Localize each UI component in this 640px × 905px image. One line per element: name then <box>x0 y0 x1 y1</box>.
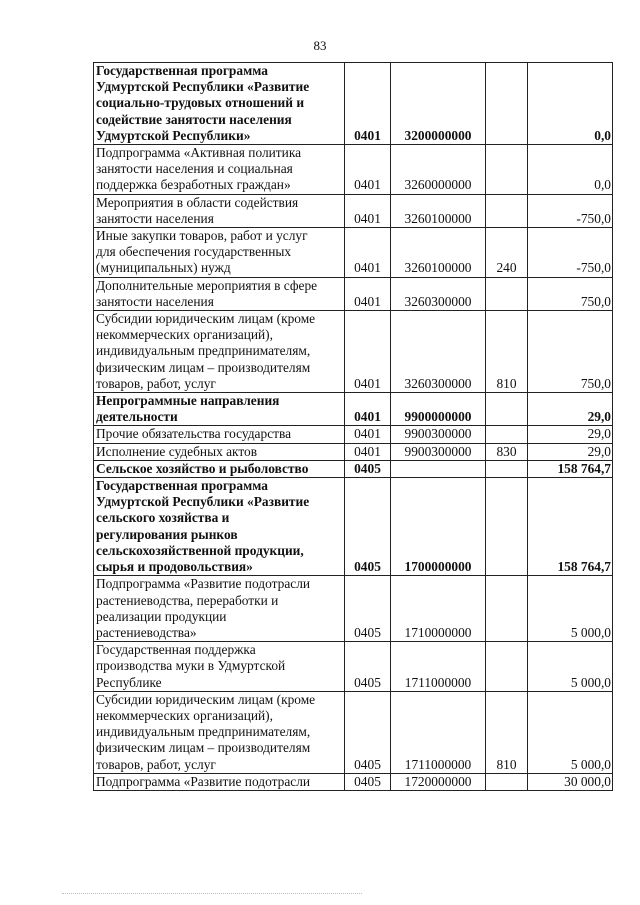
table-row <box>94 691 613 773</box>
row-name-line: Мероприятия в области содействия <box>96 194 299 210</box>
amount-cell: -750,0 <box>528 194 613 227</box>
row-name-cell <box>94 691 345 773</box>
row-name-line: Республике <box>96 674 162 690</box>
amount-cell: 750,0 <box>528 277 613 310</box>
table-row <box>94 194 613 227</box>
amount-cell: 750,0 <box>528 311 613 393</box>
table-row <box>94 478 613 576</box>
row-name-line: сельскохозяйственной продукции, <box>96 542 304 558</box>
row-name-cell <box>94 393 345 426</box>
row-name-line: сельского хозяйства и <box>96 510 230 526</box>
table-row <box>94 311 613 393</box>
table-row <box>94 576 613 642</box>
target-article-cell: 3260300000 <box>391 311 486 393</box>
amount-cell: 5 000,0 <box>528 691 613 773</box>
expense-type-cell <box>486 145 528 195</box>
expense-type-cell <box>486 393 528 426</box>
target-article-cell: 3200000000 <box>391 63 486 145</box>
row-name-line: занятости населения <box>96 293 214 309</box>
row-name-line: Субсидии юридическим лицам (кроме <box>96 691 316 707</box>
row-name-line: Дополнительные мероприятия в сфере <box>96 277 318 293</box>
target-article-cell: 1700000000 <box>391 478 486 576</box>
row-name-line: Подпрограмма «Активная политика <box>96 145 302 161</box>
row-name-line: Прочие обязательства государства <box>96 426 292 442</box>
table-row <box>94 773 613 790</box>
expense-type-cell <box>486 460 528 477</box>
row-name-line: Удмуртской Республики» <box>96 127 251 143</box>
row-name-line: Иные закупки товаров, работ и услуг <box>96 228 308 244</box>
row-name-cell <box>94 194 345 227</box>
row-name-line: товаров, работ, услуг <box>96 756 216 772</box>
row-name-line: Субсидии юридическим лицам (кроме <box>96 311 316 327</box>
target-article-cell: 1711000000 <box>391 691 486 773</box>
target-article-cell: 1720000000 <box>391 773 486 790</box>
section-code-cell: 0401 <box>345 311 391 393</box>
row-name-line: Исполнение судебных актов <box>96 443 258 459</box>
row-name-line: (муниципальных) нужд <box>96 260 231 276</box>
row-name-line: поддержка безработных граждан» <box>96 177 291 193</box>
expense-type-cell: 810 <box>486 691 528 773</box>
row-name-line: занятости населения <box>96 210 214 226</box>
expense-type-cell <box>486 194 528 227</box>
section-code-cell: 0401 <box>345 443 391 460</box>
target-article-cell: 9900300000 <box>391 443 486 460</box>
expense-type-cell: 830 <box>486 443 528 460</box>
target-article-cell: 9900300000 <box>391 426 486 443</box>
row-name-cell <box>94 576 345 642</box>
section-code-cell: 0401 <box>345 426 391 443</box>
row-name-line: реализации продукции <box>96 608 227 624</box>
row-name-line: Подпрограмма «Развитие подотрасли <box>96 773 311 789</box>
expense-type-cell <box>486 277 528 310</box>
section-code-cell: 0401 <box>345 194 391 227</box>
row-name-line: некоммерческих организаций), <box>96 707 273 723</box>
section-code-cell: 0401 <box>345 228 391 278</box>
expense-type-cell: 240 <box>486 228 528 278</box>
row-name-line: товаров, работ, услуг <box>96 375 216 391</box>
row-name-line: индивидуальным предпринимателям, <box>96 724 311 740</box>
section-code-cell: 0401 <box>345 393 391 426</box>
target-article-cell: 1710000000 <box>391 576 486 642</box>
row-name-line: деятельности <box>96 409 178 425</box>
row-name-line: занятости населения и социальная <box>96 161 293 177</box>
section-code-cell: 0405 <box>345 576 391 642</box>
row-name-cell <box>94 145 345 195</box>
row-name-line: Государственная поддержка <box>96 642 256 658</box>
row-name-line: некоммерческих организаций), <box>96 327 273 343</box>
row-name-line: Непрограммные направления <box>96 393 280 409</box>
section-code-cell: 0405 <box>345 691 391 773</box>
row-name-line: Удмуртской Республики «Развитие <box>96 79 310 95</box>
page-number: 83 <box>313 38 327 53</box>
section-code-cell: 0405 <box>345 642 391 692</box>
target-article-cell: 3260100000 <box>391 228 486 278</box>
row-name-cell <box>94 311 345 393</box>
amount-cell: 0,0 <box>528 145 613 195</box>
row-name-line: физическим лицам – производителям <box>96 359 311 375</box>
row-name-cell <box>94 277 345 310</box>
amount-cell: 29,0 <box>528 393 613 426</box>
amount-cell: 29,0 <box>528 426 613 443</box>
row-name-line: для обеспечения государственных <box>96 244 292 260</box>
row-name-line: производства муки в Удмуртской <box>96 658 286 674</box>
row-name-line: Сельское хозяйство и рыболовство <box>96 460 309 476</box>
expense-type-cell <box>486 642 528 692</box>
table-row <box>94 393 613 426</box>
row-name-cell <box>94 426 345 443</box>
amount-cell: -750,0 <box>528 228 613 278</box>
row-name-line: Подпрограмма «Развитие подотрасли <box>96 576 311 592</box>
amount-cell: 5 000,0 <box>528 576 613 642</box>
expense-type-cell <box>486 478 528 576</box>
section-code-cell: 0401 <box>345 277 391 310</box>
row-name-line: Государственная программа <box>96 63 268 78</box>
table-row <box>94 277 613 310</box>
amount-cell: 30 000,0 <box>528 773 613 790</box>
row-name-cell <box>94 460 345 477</box>
table-row <box>94 426 613 443</box>
table-row <box>94 460 613 477</box>
table-row <box>94 145 613 195</box>
section-code-cell: 0405 <box>345 773 391 790</box>
row-name-cell <box>94 773 345 790</box>
table-row <box>94 228 613 278</box>
expense-type-cell <box>486 773 528 790</box>
row-name-cell <box>94 63 345 145</box>
expense-type-cell <box>486 63 528 145</box>
row-name-line: регулирования рынков <box>96 526 238 542</box>
table-row <box>94 642 613 692</box>
row-name-line: растениеводства» <box>96 624 197 640</box>
amount-cell: 5 000,0 <box>528 642 613 692</box>
budget-table <box>93 62 613 791</box>
row-name-cell <box>94 228 345 278</box>
row-name-cell <box>94 642 345 692</box>
row-name-line: сырья и продовольствия» <box>96 559 253 575</box>
row-name-line: физическим лицам – производителям <box>96 740 311 756</box>
amount-cell: 29,0 <box>528 443 613 460</box>
amount-cell: 158 764,7 <box>528 460 613 477</box>
target-article-cell <box>391 460 486 477</box>
budget-table-body <box>94 63 613 791</box>
row-name-cell <box>94 478 345 576</box>
row-name-line: растениеводства, переработки и <box>96 592 279 608</box>
section-code-cell: 0401 <box>345 145 391 195</box>
row-name-line: Государственная программа <box>96 478 268 494</box>
section-code-cell: 0405 <box>345 460 391 477</box>
amount-cell: 0,0 <box>528 63 613 145</box>
row-name-line: Удмуртской Республики «Развитие <box>96 494 310 510</box>
row-name-line: содействие занятости населения <box>96 111 292 127</box>
target-article-cell: 1711000000 <box>391 642 486 692</box>
target-article-cell: 3260100000 <box>391 194 486 227</box>
row-name-line: социально-трудовых отношений и <box>96 95 305 111</box>
target-article-cell: 3260300000 <box>391 277 486 310</box>
target-article-cell: 9900000000 <box>391 393 486 426</box>
expense-type-cell: 810 <box>486 311 528 393</box>
amount-cell: 158 764,7 <box>528 478 613 576</box>
section-code-cell: 0401 <box>345 63 391 145</box>
row-name-cell <box>94 443 345 460</box>
section-code-cell: 0405 <box>345 478 391 576</box>
bottom-scan-mark <box>62 893 362 897</box>
row-name-line: индивидуальным предпринимателям, <box>96 343 311 359</box>
expense-type-cell <box>486 426 528 443</box>
expense-type-cell <box>486 576 528 642</box>
table-row <box>94 443 613 460</box>
target-article-cell: 3260000000 <box>391 145 486 195</box>
table-row <box>94 63 613 145</box>
